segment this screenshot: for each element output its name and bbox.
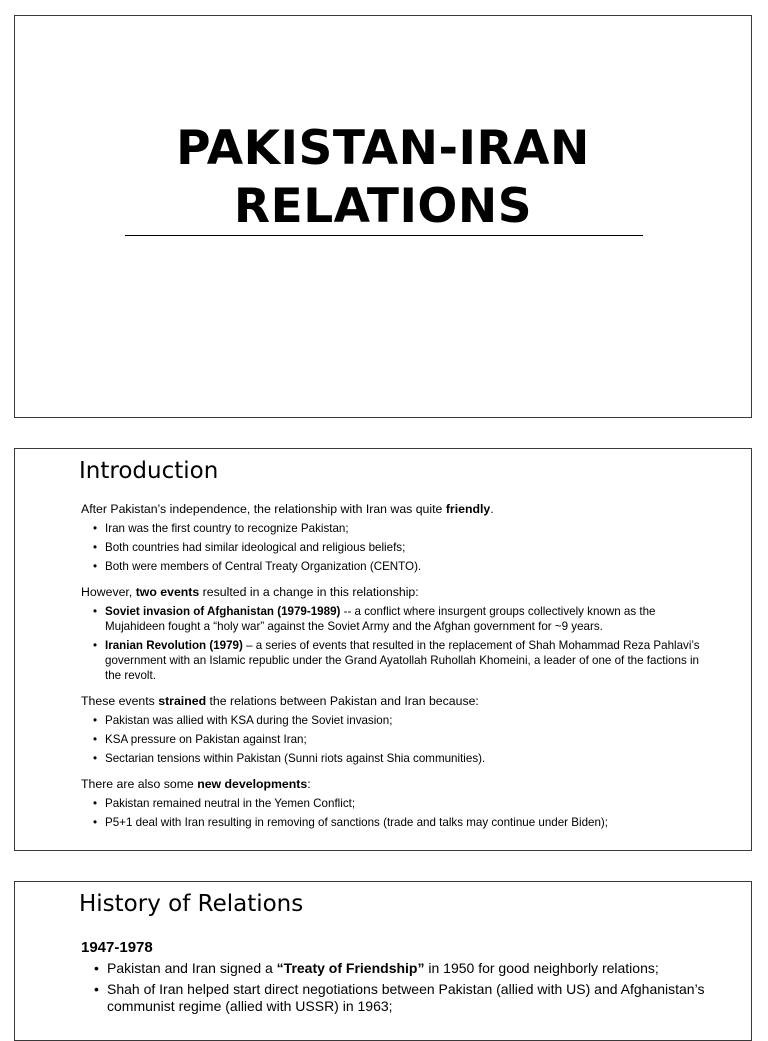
bullet: • <box>93 797 98 810</box>
list-item-text: Sectarian tensions within Pakistan (Sunni riots against Shia communities). <box>105 752 486 765</box>
list-item <box>81 713 701 728</box>
paragraph <box>81 502 701 517</box>
bullet: • <box>93 541 98 554</box>
text: These events <box>81 694 159 708</box>
list-item <box>81 751 701 766</box>
list-item-text: Shah of Iran helped start direct negotiations between Pakistan (allied with US) and Afghanistan’s communist regime (allied with USSR) in 1963; <box>107 980 705 1014</box>
list-item-text: – a series of events that resulted in the replacement of Shah Mohammad Reza Pahlavi’s government with an Islamic republic under the Grand Ayatollah Ruhollah Khomeini, a leader of one of the factions in the revolt. <box>105 639 700 682</box>
list-item <box>81 815 701 830</box>
list-item-text: Pakistan was allied with KSA during the Soviet invasion; <box>105 714 393 727</box>
list-item-text: Iran was the first country to recognize Pakistan; <box>105 522 349 535</box>
slide-title <box>15 120 751 236</box>
list-item <box>81 540 701 555</box>
list-item-text: -- a conflict where insurgent groups collectively known as the Mujahideen fought a “holy war” against the Soviet Army and the Afghan government for ~9 years. <box>105 605 656 633</box>
bullet: • <box>93 752 98 765</box>
text: : <box>307 777 311 791</box>
list-item <box>81 521 701 536</box>
slide-content <box>81 939 721 1016</box>
emphasis: new developments <box>197 777 308 791</box>
bullet: • <box>93 639 98 652</box>
list-item-text: KSA pressure on Pakistan against Iran; <box>105 733 307 746</box>
bullet: • <box>94 980 99 997</box>
bullet: • <box>93 733 98 746</box>
title-line-2: RELATIONS <box>233 179 533 234</box>
bullet: • <box>93 714 98 727</box>
bullet: • <box>94 960 99 976</box>
text: the relations between Pakistan and Iran because: <box>206 694 479 708</box>
title-slide <box>14 15 752 418</box>
bullet: • <box>93 816 98 829</box>
list-item <box>81 960 721 978</box>
list-item <box>81 732 701 747</box>
emphasis: strained <box>158 694 207 708</box>
bullet-list <box>81 521 701 574</box>
bullet-list <box>81 713 701 766</box>
text: After Pakistan’s independence, the relationship with Iran was quite <box>81 502 446 516</box>
bullet: • <box>93 605 98 618</box>
emphasis: Iranian Revolution (1979) <box>105 639 243 652</box>
emphasis: friendly <box>445 502 491 516</box>
title-line-1: PAKISTAN-IRAN <box>176 121 590 176</box>
list-item-text: Pakistan and Iran signed a <box>107 960 277 976</box>
emphasis: “Treaty of Friendship” <box>276 960 425 976</box>
bullet: • <box>93 560 98 573</box>
text: However, <box>81 585 136 599</box>
slide-heading: History of Relations <box>79 891 304 917</box>
list-item-text: Both were members of Central Treaty Organization (CENTO). <box>105 560 422 573</box>
slide-content <box>81 502 701 830</box>
list-item <box>81 796 701 811</box>
list-item <box>81 604 701 634</box>
text: . <box>490 502 494 516</box>
bullet-list <box>81 604 701 683</box>
paragraph <box>81 777 701 792</box>
text: There are also some <box>81 777 198 791</box>
period-heading: 1947-1978 <box>81 939 153 956</box>
list-item-text: P5+1 deal with Iran resulting in removing of sanctions (trade and talks may continue under Biden); <box>105 816 608 829</box>
list-item-text: Both countries had similar ideological and religious beliefs; <box>105 541 406 554</box>
emphasis: Soviet invasion of Afghanistan (1979-1989) <box>105 605 341 618</box>
list-item-text: Pakistan remained neutral in the Yemen Conflict; <box>105 797 356 810</box>
history-slide <box>14 881 752 1041</box>
list-item <box>81 638 701 683</box>
bullet-list <box>81 960 721 1016</box>
bullet-list <box>81 796 701 830</box>
bullet: • <box>93 522 98 535</box>
list-item <box>81 559 701 574</box>
list-item-text: in 1950 for good neighborly relations; <box>424 960 659 976</box>
emphasis: two events <box>135 585 200 599</box>
paragraph <box>81 585 701 600</box>
slide-heading: Introduction <box>79 458 219 484</box>
introduction-slide <box>14 448 752 851</box>
paragraph <box>81 694 701 709</box>
title-underline <box>125 235 643 236</box>
list-item <box>81 981 721 1016</box>
text: resulted in a change in this relationship: <box>199 585 419 599</box>
